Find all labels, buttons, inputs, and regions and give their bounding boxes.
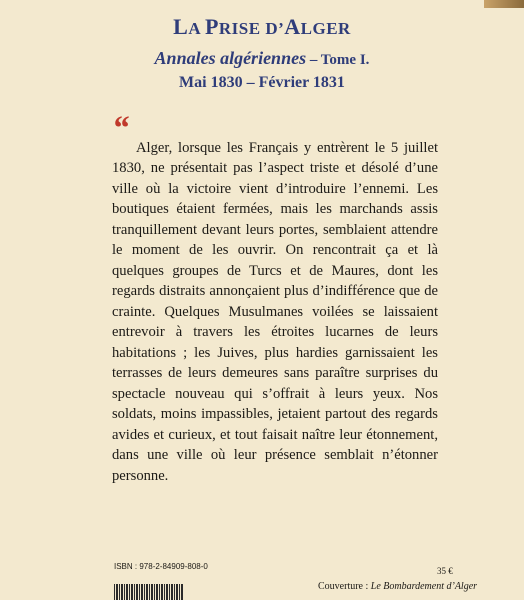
cover-credit [318, 581, 477, 592]
corner-image-fragment [484, 0, 524, 8]
book-subtitle [0, 48, 524, 69]
cover-credit-label: Couverture : [318, 581, 371, 592]
volume-label: – Tome I. [306, 52, 370, 68]
cover-credit-title: Le Bombardement d’Alger [370, 581, 478, 592]
book-title: LA PRISE D’ALGER [173, 14, 351, 39]
series-title: Annales algériennes [154, 48, 307, 68]
price-label: 35 € [437, 566, 453, 576]
open-quote-icon: “ [112, 110, 129, 147]
barcode-icon [114, 584, 184, 600]
isbn-label: ISBN : 978-2-84909-808-0 [114, 562, 208, 571]
date-range: Mai 1830 – Février 1831 [179, 74, 345, 91]
quote-text: Alger, lorsque les Français y entrèrent le 5 juillet 1830, ne présentait pas l’aspect triste et désolé d’une ville où la victoire vient d’introduire l’ennemi. Les boutiques étaient fermées, mais les marchands assis tranquillement devant leurs portes, semblaient attendre le moment de les ouvrir. On rencontrait ça et là quelques groupes de Turcs et de Maures, dont les regards distraits annonçaient plus d’indifférence que de crainte. Quelques Musulmanes voilées se laissaient entrevoir à travers les étroites lucarnes de leurs habitations ; les Juives, plus hardies garnissaient les terrasses de leurs demeures sans paraître surprises du spectacle nouveau qui s’offrait à leurs yeux. Nos soldats, moins impassibles, jetaient partout des regards avides et curieux, et tout faisait naître leur étonnement, dans une ville où leur présence semblait n’étonner personne. [112, 139, 438, 484]
